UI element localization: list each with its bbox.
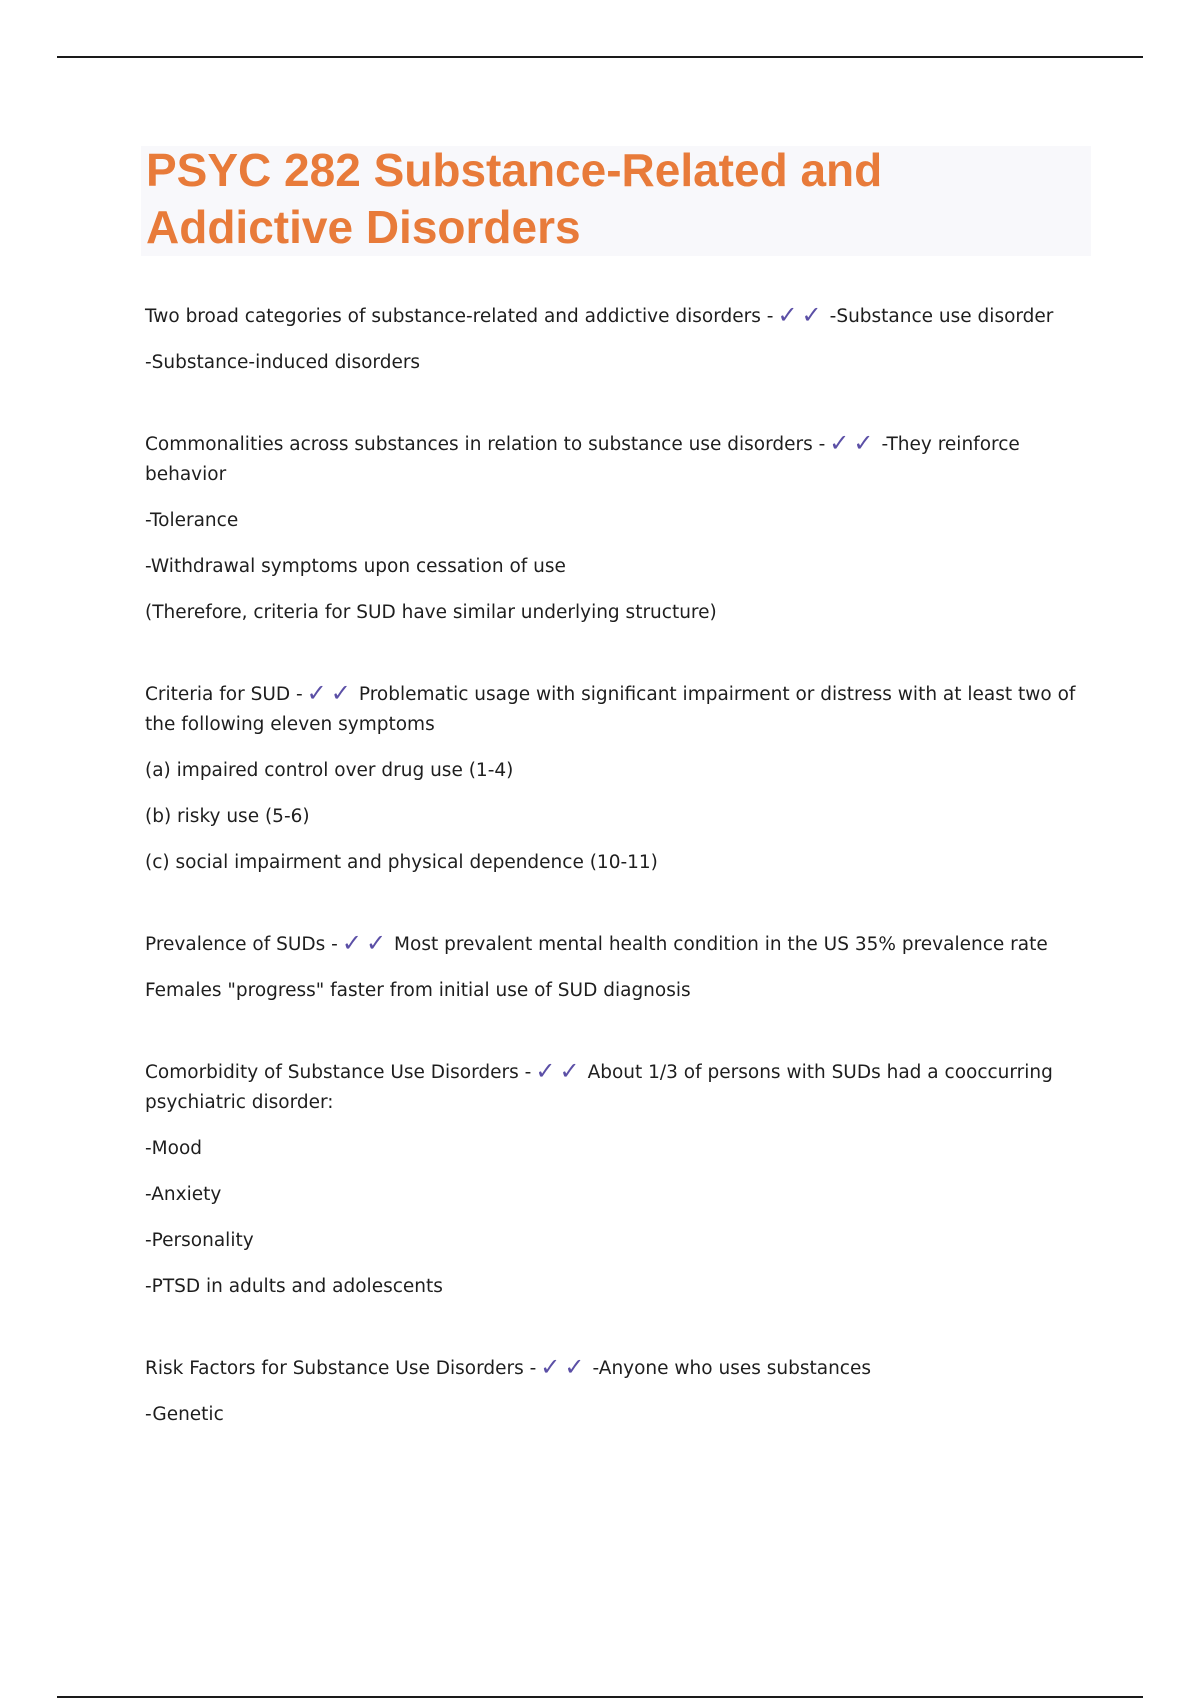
answer-line: (c) social impairment and physical dependence (10-11): [145, 852, 658, 873]
qa-item: [145, 680, 1090, 878]
check-icon: ✓: [564, 1353, 585, 1381]
qa-list: [145, 302, 1090, 1482]
answer-line: -Tolerance: [145, 510, 239, 531]
answer-line: (Therefore, criteria for SUD have similar underlying structure): [145, 602, 717, 623]
check-icon: ✓: [341, 929, 362, 957]
qa-question-line: [145, 1354, 1090, 1384]
page-title: PSYC 282 Substance-Related and Addictive Disorders: [146, 144, 883, 253]
qa-question-line: [145, 302, 1090, 332]
answer-line: -Withdrawal symptoms upon cessation of use: [145, 556, 566, 577]
bottom-rule: [57, 1696, 1143, 1698]
qa-item: [145, 1058, 1090, 1302]
answer-line: -PTSD in adults and adolescents: [145, 1276, 443, 1297]
question-text: Prevalence of SUDs -: [145, 934, 338, 955]
qa-question-line: [145, 1058, 1090, 1118]
check-icon: ✓: [365, 929, 387, 957]
check-icon: ✓: [777, 301, 798, 329]
answer-line: -Personality: [145, 1230, 254, 1251]
qa-item: [145, 930, 1090, 1006]
answer-text: Problematic usage with significant impairment or distress with at least two of the following eleven symptoms: [145, 684, 1076, 735]
answer-text: Most prevalent mental health condition in the US 35% prevalence rate: [394, 934, 1048, 955]
answer-line: (a) impaired control over drug use (1-4): [145, 760, 514, 781]
answer-line: -Anxiety: [145, 1184, 222, 1205]
answer-line: Females "progress" faster from initial use of SUD diagnosis: [145, 980, 691, 1001]
qa-item: [145, 302, 1090, 378]
answer-text: -Substance use disorder: [829, 306, 1054, 327]
question-text: Two broad categories of substance-related and addictive disorders -: [145, 306, 774, 327]
check-icon: ✓: [540, 1353, 561, 1381]
question-text: Commonalities across substances in relation to substance use disorders -: [145, 434, 826, 455]
qa-question-line: [145, 680, 1090, 740]
question-text: Risk Factors for Substance Use Disorders -: [145, 1358, 537, 1379]
qa-question-line: [145, 930, 1090, 960]
check-icon: ✓: [535, 1057, 556, 1085]
question-text: Criteria for SUD -: [145, 684, 303, 705]
qa-item: [145, 1354, 1090, 1430]
answer-line: -Genetic: [145, 1404, 224, 1425]
check-icon: ✓: [330, 679, 351, 707]
top-rule: [57, 56, 1143, 58]
check-icon: ✓: [853, 429, 874, 457]
answer-text: -They reinforce behavior: [145, 434, 1020, 485]
check-icon: ✓: [829, 429, 850, 457]
check-icon: ✓: [559, 1057, 580, 1085]
check-icon: ✓: [306, 679, 327, 707]
answer-text: -Anyone who uses substances: [592, 1358, 871, 1379]
question-text: Comorbidity of Substance Use Disorders -: [145, 1062, 532, 1083]
answer-line: (b) risky use (5-6): [145, 806, 310, 827]
qa-item: [145, 430, 1090, 628]
answer-text: About 1/3 of persons with SUDs had a cooccurring psychiatric disorder:: [145, 1062, 1053, 1113]
qa-question-line: [145, 430, 1090, 490]
answer-line: -Mood: [145, 1138, 203, 1159]
check-icon: ✓: [801, 301, 822, 329]
answer-line: -Substance-induced disorders: [145, 352, 421, 373]
